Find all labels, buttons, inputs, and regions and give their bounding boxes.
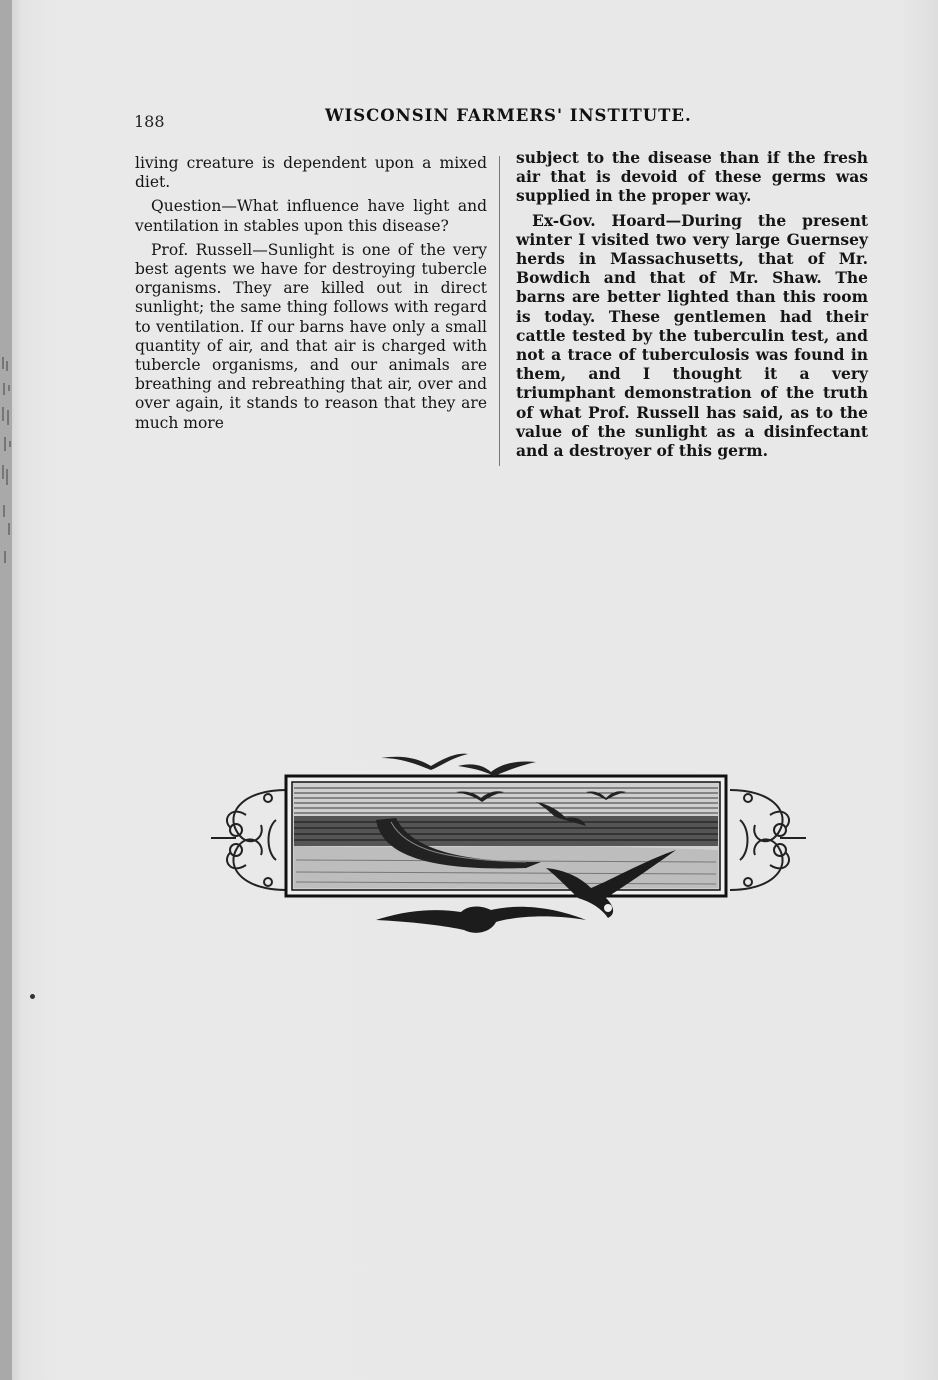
stray-ink-dot	[30, 994, 35, 999]
page-binding-edge	[0, 0, 12, 1380]
page-number: 188	[134, 112, 165, 131]
seascape-vignette-icon	[206, 750, 810, 940]
paragraph: subject to the disease than if the fresh air that is devoid of these germs was supplied in the proper way.	[516, 148, 868, 206]
margin-marks-icon	[0, 355, 14, 575]
paragraph: Prof. Russell—Sunlight is one of the very best agents we have for destroying tubercle organisms. They are killed out in direct sunlight; the same thing follows with regard to ventilation. If our barns have only a small quantity of air, and that air is charged with tubercle organisms, and our animals are breathing and rebreathing that air, over and over again, it stands to reason that they are much more	[135, 240, 487, 432]
paragraph: Question—What influence have light and ventilation in stables upon this disease?	[135, 197, 487, 235]
paragraph: Ex-Gov. Hoard—During the present winter I visited two very large Guernsey herds in Massachusetts, that of Mr. Bowdich and that of Mr. Shaw. The barns are better lighted than this room is today. These gentlemen had their cattle tested by the tuberculin test, and not a trace of tuberculosis was found in them, and I thought it a very triumphant demonstration of the truth of what Prof. Russell has said, as to the value of the sunlight as a disinfectant and a destroyer of this germ.	[516, 210, 868, 461]
page-header	[130, 106, 870, 130]
column-divider	[499, 156, 500, 466]
left-column	[135, 154, 487, 438]
right-column	[516, 148, 868, 465]
paragraph: living creature is dependent upon a mixed diet.	[135, 154, 487, 192]
running-title: WISCONSIN FARMERS' INSTITUTE.	[325, 106, 692, 125]
